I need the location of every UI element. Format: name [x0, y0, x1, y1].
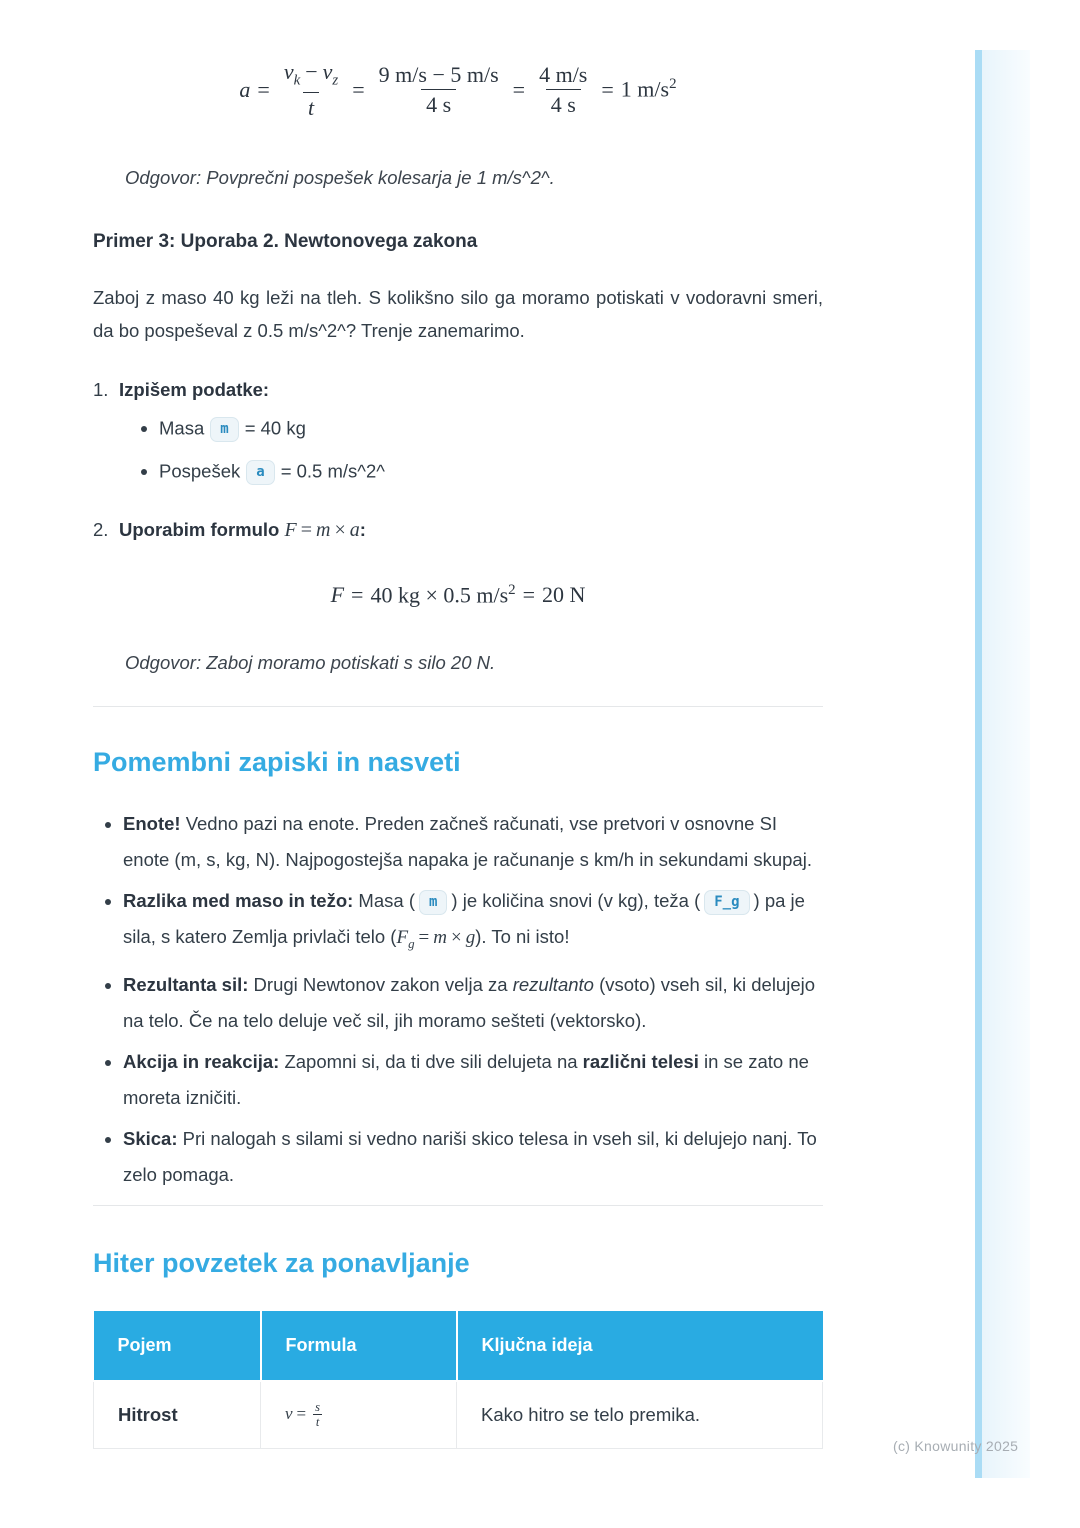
step-label: Uporabim formulo	[119, 518, 280, 540]
step-number: 1.	[93, 379, 109, 401]
example3-heading: Primer 3: Uporaba 2. Newtonovega zakona	[93, 231, 478, 253]
note-sketch: • Skica: Pri nalogah s silami si vedno nariši skico telesa in vseh sil, ki delujejo nanj. To zelo pomaga.	[123, 1121, 823, 1193]
summary-section-heading: Hiter povzetek za ponavljanje	[93, 1247, 470, 1278]
acceleration-formula	[93, 0, 823, 119]
velocity-formula: v = $\frac{s}{t}$	[285, 1404, 323, 1423]
step-number: 2.	[93, 518, 109, 540]
math-equals: =	[352, 76, 365, 102]
step-label: Izpišem podatke:	[119, 379, 270, 401]
newton-law-inline-formula: F = m × a	[284, 518, 360, 541]
note-net-force: • Rezultanta sil: Drugi Newtonov zakon velja za rezultanto (vsoto) vseh sil, ki delujejo na telo. Če na telo deluje več sil, jih moramo sešteti (vektorsko).	[123, 967, 823, 1039]
code-chip-m: m	[419, 890, 447, 915]
note-mass-vs-weight: • Razlika med maso in težo: Masa ( m ) je količina snovi (v kg), teža ( F_g ) pa je sila, s katero Zemlja privlači telo $(F_g = m \times g)$. To ni isto!	[123, 883, 823, 962]
solution-steps	[93, 379, 823, 542]
answer-text-force: Odgovor: Zaboj moramo potiskati s silo 20 N.	[125, 652, 496, 674]
column-header-pojem: Pojem	[94, 1311, 261, 1381]
list-item-acceleration: • Pospešek a = 0.5 m/s^2^	[159, 460, 823, 485]
table-row-hitrost	[94, 1381, 823, 1449]
notes-list	[123, 806, 823, 1193]
code-chip-fg: F_g	[704, 890, 749, 915]
section-divider	[93, 1205, 823, 1206]
fraction-velocity-delta: $\frac{v_k - v_z}{t}$	[283, 59, 339, 121]
math-equals: =	[512, 76, 526, 102]
table-header-row	[94, 1311, 823, 1381]
problem-statement: Zaboj z maso 40 kg leži na tleh. S kolikšno silo ga moramo potiskati v vodoravni smeri, da bo pospeševal z 0.5 m/s^2^? Trenje zanemarimo.	[93, 287, 823, 342]
right-edge-panel	[982, 50, 1030, 1478]
answer-text-acceleration: Odgovor: Povprečni pospešek kolesarja je 1 m/s^2^.	[125, 167, 555, 189]
watermark-text: (c) Knowunity 2025	[893, 1438, 1019, 1454]
note-units: • Enote! Vedno pazi na enote. Preden začneš računati, vse pretvori v osnovne SI enote (m, s, kg, N). Najpogostejša napaka je računanje s km/h in sekundami skupaj.	[123, 806, 823, 878]
data-list	[159, 417, 823, 485]
fraction-reduced: $\frac{4 m/s}{4 s}$	[539, 61, 588, 118]
math-equals: =	[601, 76, 614, 102]
code-chip-a: a	[246, 460, 274, 485]
column-header-ideja: Ključna ideja	[457, 1311, 823, 1381]
cell-pojem: Hitrost	[94, 1381, 261, 1449]
list-item-mass: • Masa m = 40 kg	[159, 417, 823, 442]
summary-table	[93, 1311, 823, 1449]
weight-formula-inline: $F_g = m \times g$	[396, 927, 476, 951]
step-2: 2. Uporabim formulo F = m × a:	[93, 518, 366, 541]
note-action-reaction: • Akcija in reakcija: Zapomni si, da ti dve sili delujeta na različni telesi in se zato ne moreta izničiti.	[123, 1044, 823, 1116]
section-divider	[93, 706, 823, 707]
cell-ideja: Kako hitro se telo premika.	[457, 1381, 823, 1449]
column-header-formula: Formula	[261, 1311, 457, 1381]
fraction-values: $\frac{9 m/s - 5 m/s}{4 s}$	[378, 61, 499, 118]
math-result: 1 $m/s^2$	[620, 76, 677, 102]
right-edge-accent-line	[975, 50, 982, 1478]
math-var-a: a	[239, 76, 251, 102]
step-1	[93, 379, 823, 485]
notes-section-heading: Pomembni zapiski in nasveti	[93, 747, 461, 778]
code-chip-m: m	[210, 417, 238, 442]
math-equals: =	[257, 76, 270, 102]
cell-formula	[261, 1381, 457, 1449]
force-formula: F = 40 kg × 0.5 $m/s^2$ = 20 N	[330, 581, 586, 608]
